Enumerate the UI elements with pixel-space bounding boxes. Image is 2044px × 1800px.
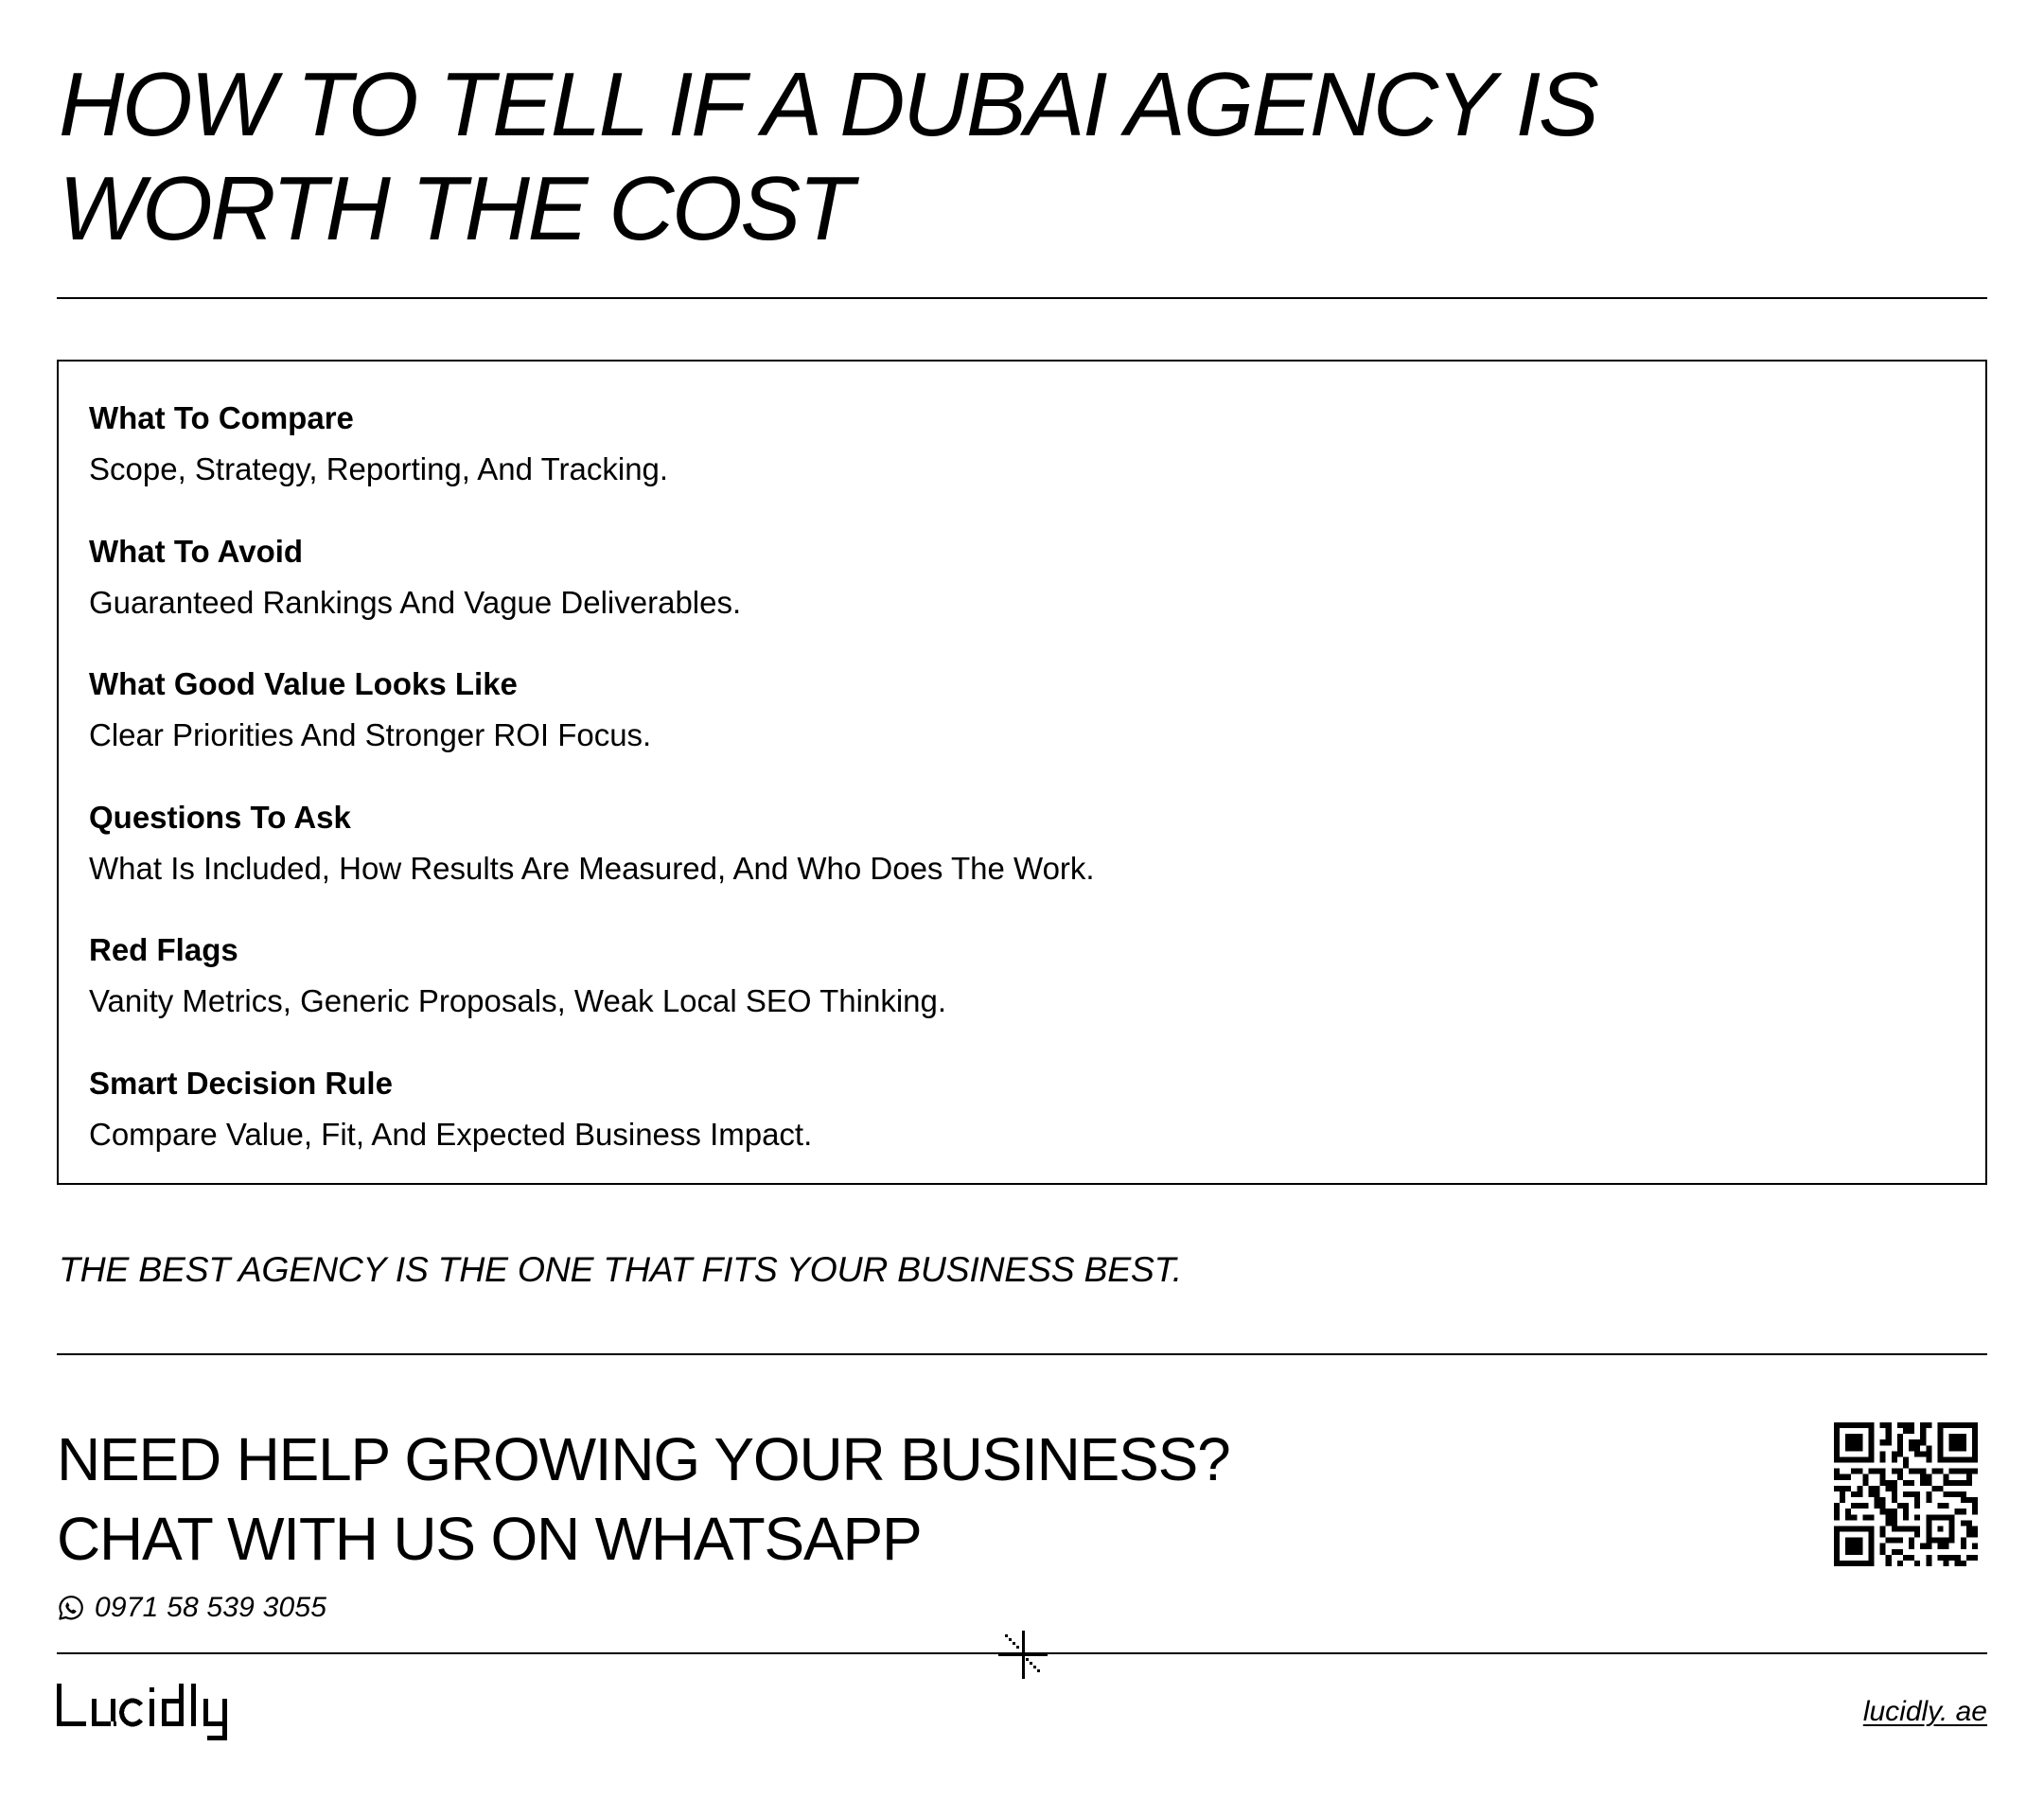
title-line-1: HOW TO TELL IF A DUBAI AGENCY IS [59,54,1597,155]
item-body: Scope, Strategy, Reporting, And Tracking. [89,451,669,486]
item-heading: Questions To Ask [89,799,351,835]
divider-middle [57,1353,1987,1355]
website-link[interactable]: lucidly. ae [1862,1696,1987,1727]
checklist-item [89,1065,1985,1198]
divider-top [57,297,1987,299]
item-body: Clear Priorities And Stronger ROI Focus. [89,717,652,752]
whatsapp-icon [57,1594,85,1622]
cta-line-2: CHAT WITH US ON WHATSAPP [57,1505,922,1573]
checklist-item [89,665,1985,799]
checklist-card [57,360,1987,1185]
title-line-2: WORTH THE COST [59,158,852,259]
checklist-item [89,799,1985,932]
qr-code-icon[interactable] [1834,1422,1978,1566]
page-title [59,53,1989,261]
item-heading: What Good Value Looks Like [89,666,518,701]
phone-number[interactable]: 0971 58 539 3055 [95,1592,327,1623]
item-body: Vanity Metrics, Generic Proposals, Weak Local SEO Thinking. [89,983,947,1018]
checklist-item [89,533,1985,666]
item-heading: What To Compare [89,400,354,435]
crosshair-cursor-icon [996,1628,1050,1683]
item-body: What Is Included, How Results Are Measured, And Who Does The Work. [89,850,1095,886]
item-heading: What To Avoid [89,533,304,569]
tagline: THE BEST AGENCY IS THE ONE THAT FITS YOUR BUSINESS BEST. [59,1249,1182,1289]
item-body: Compare Value, Fit, And Expected Business Impact. [89,1116,813,1152]
cta-line-1: NEED HELP GROWING YOUR BUSINESS? [57,1425,1230,1493]
lucidly-logo [55,1679,230,1743]
item-heading: Red Flags [89,932,238,967]
checklist-item [89,399,1985,533]
cta-heading [57,1420,1230,1579]
checklist-item [89,931,1985,1065]
item-body: Guaranteed Rankings And Vague Deliverables. [89,584,742,620]
item-heading: Smart Decision Rule [89,1065,393,1101]
whatsapp-contact[interactable] [57,1592,326,1624]
